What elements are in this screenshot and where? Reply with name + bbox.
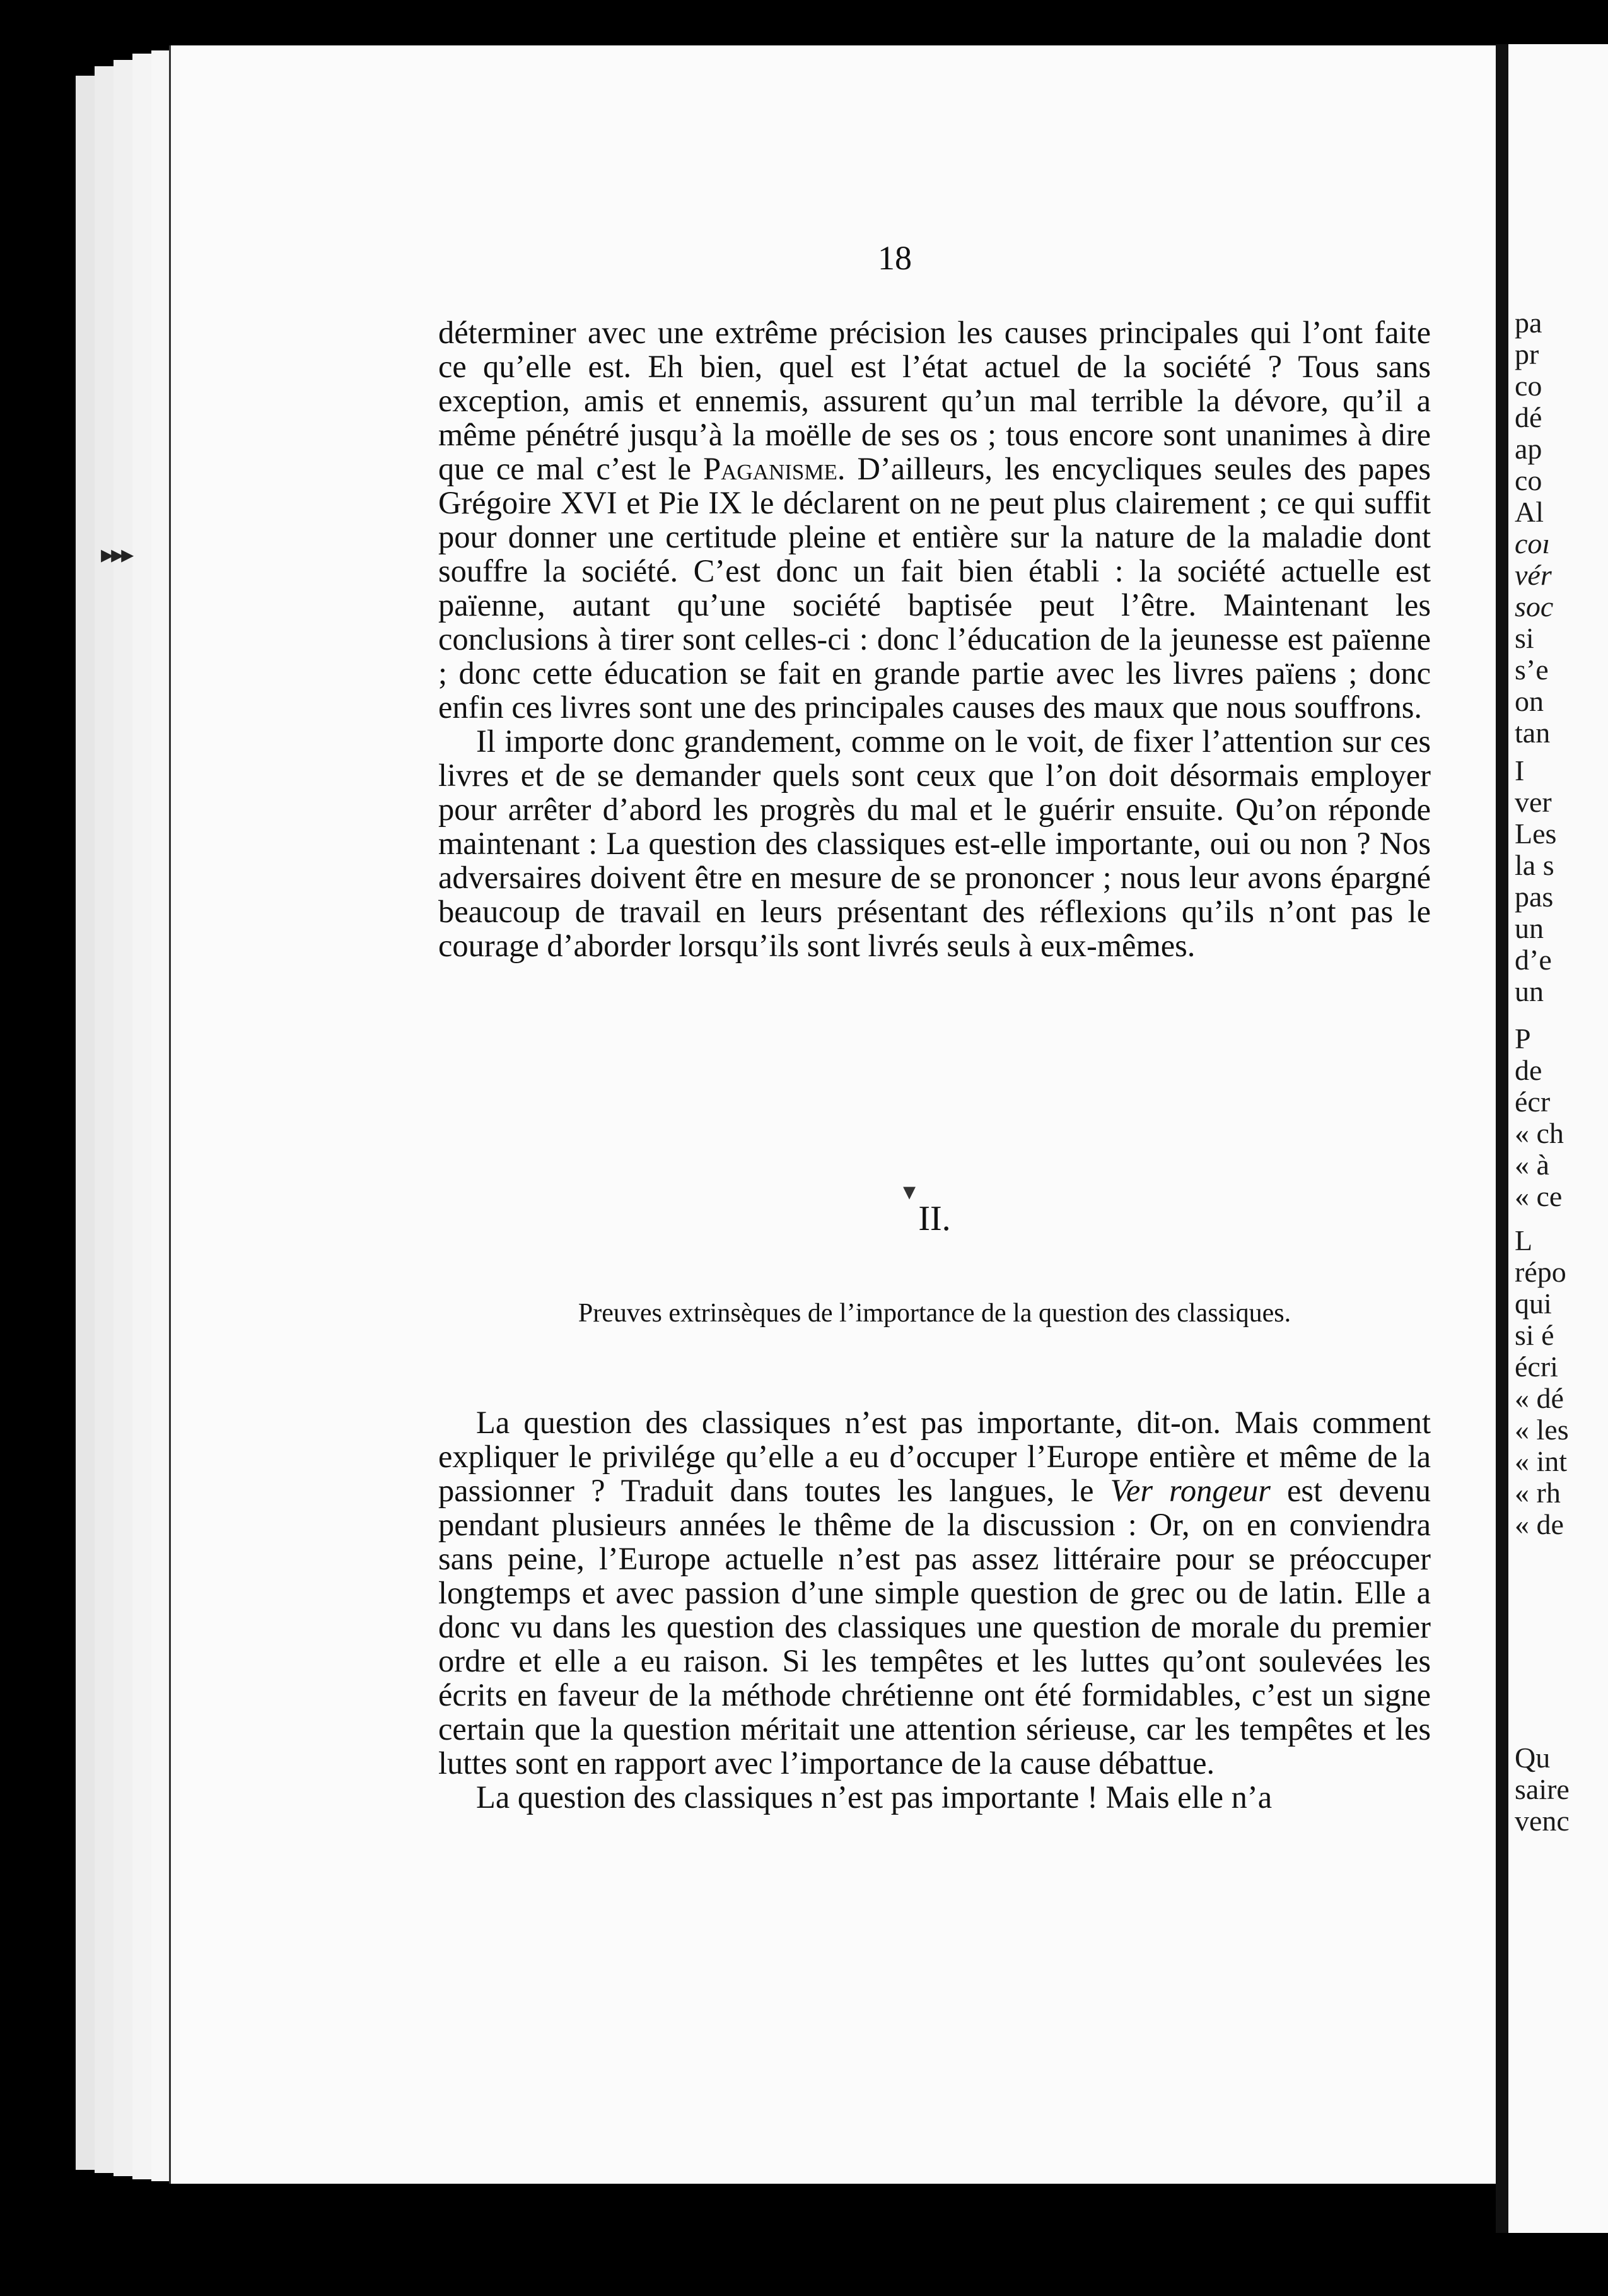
right-page-line-fragment: pr	[1515, 338, 1539, 370]
italic-title: Ver rongeur	[1110, 1473, 1271, 1508]
right-page-line-fragment: Les	[1515, 817, 1557, 850]
right-page-line-fragment: « rh	[1515, 1477, 1561, 1509]
right-page-line-fragment: un	[1515, 912, 1544, 944]
paragraph: Il importe donc grandement, comme on le voit, de fixer l’attention sur ces livres et de se demander quels sont ceux que l’on doit désormais employer pour arrêter d’abord les progrès du mal et le guérir ensuite. Qu’on réponde maintenant : La question des classiques est-elle importante, oui ou non ? Nos adversaires doivent être en mesure de se prononcer ; nous leur avons épargné beaucoup de travail en leurs présentant des réflexions qu’ils n’ont pas le courage d’aborder lorsqu’ils sont livrés seuls à eux-mêmes.	[438, 723, 1431, 963]
page-edge	[76, 76, 96, 2170]
right-page-line-fragment: écri	[1515, 1350, 1558, 1383]
right-page-line-fragment: pa	[1515, 307, 1542, 339]
right-page-line-fragment: on	[1515, 685, 1544, 717]
right-page-line-fragment: pas	[1515, 881, 1554, 913]
small-caps-word: Paganisme.	[703, 451, 846, 486]
section-title: Preuves extrinsèques de l’importance de la question des classiques.	[578, 1299, 1291, 1328]
right-page-line-fragment: dé	[1515, 401, 1542, 433]
page-edge	[114, 60, 134, 2176]
right-page-line-fragment: « ce	[1515, 1180, 1563, 1212]
body-text-part-1	[438, 315, 1431, 963]
paragraph: déterminer avec une extrême précision les causes principales qui l’ont faite ce qu’elle est. Eh bien, quel est l’état actuel de la société ? Tous sans exception, amis et ennemis, assurent qu’un mal terrible la dévore, qu’il a même pénétré jusqu’à la moëlle de ses os ; tous encore sont unanimes à dire que ce mal c’est le Paganisme. D’ailleurs, les encycliques seules des papes Grégoire XVI et Pie IX le déclarent on ne peut plus clairement ; ce qui suffit pour donner une certitude pleine et entière sur la nature de la maladie dont souffre la société. C’est donc un fait bien établi : la société actuelle est païenne, autant qu’une société baptisée peut l’être. Maintenant les conclusions à tirer sont celles-ci : donc l’éducation de la jeunesse est païenne ; donc cette éducation se fait en grande partie avec les livres païens ; donc enfin ces livres sont une des principales causes des maux que nous souffrons.	[438, 315, 1431, 725]
right-page-line-fragment: Al	[1515, 496, 1544, 528]
right-page-fragments	[1508, 44, 1608, 2233]
right-page-line-fragment: « à	[1515, 1149, 1549, 1181]
right-page-line-fragment: ap	[1515, 433, 1542, 465]
page-edge	[132, 54, 153, 2179]
right-page-line-fragment: « dé	[1515, 1382, 1564, 1414]
book-gutter	[1496, 44, 1508, 2233]
right-page-line-fragment: soc	[1515, 590, 1554, 623]
right-page-line-fragment: qui	[1515, 1287, 1552, 1320]
right-page-line-fragment: I	[1515, 754, 1525, 787]
right-page-line-fragment: vér	[1515, 559, 1552, 591]
body-text-part-2	[438, 1405, 1431, 1814]
right-page-line-fragment: venc	[1515, 1805, 1570, 1837]
paragraph: La question des classiques n’est pas importante ! Mais elle n’a	[476, 1779, 1273, 1815]
right-page-line-fragment: si é	[1515, 1319, 1554, 1351]
right-page-line-fragment: tan	[1515, 717, 1551, 749]
right-page-line-fragment: coı	[1515, 527, 1551, 559]
section-number: II.	[918, 1199, 951, 1238]
right-page-line-fragment: d’e	[1515, 944, 1552, 976]
right-page-line-fragment: si	[1515, 622, 1534, 654]
right-page-line-fragment: P	[1515, 1022, 1531, 1055]
right-page-line-fragment: écr	[1515, 1086, 1551, 1118]
right-page-line-fragment: répo	[1515, 1256, 1566, 1288]
page-edge	[95, 66, 115, 2173]
right-page-line-fragment: de	[1515, 1054, 1542, 1086]
page-number: 18	[878, 239, 912, 277]
right-page-line-fragment: saire	[1515, 1773, 1570, 1805]
right-page-line-fragment: la s	[1515, 849, 1554, 881]
right-page-line-fragment: Qu	[1515, 1742, 1551, 1774]
right-page-line-fragment: ver	[1515, 786, 1552, 818]
right-page-line-fragment: L	[1515, 1224, 1533, 1256]
right-page-line-fragment: s’e	[1515, 653, 1549, 686]
right-page-line-fragment: « de	[1515, 1508, 1564, 1540]
right-page-line-fragment: co	[1515, 464, 1542, 496]
right-page-line-fragment: « int	[1515, 1445, 1568, 1477]
right-page-line-fragment: co	[1515, 370, 1542, 402]
right-page-line-fragment: « les	[1515, 1414, 1569, 1446]
right-page-line-fragment: un	[1515, 975, 1544, 1007]
paragraph: La question des classiques n’est pas importante, dit-on. Mais comment expliquer le privilége qu’elle a eu d’occuper l’Europe entière et même de la passionner ? Traduit dans toutes les langues, le Ver rongeur est devenu pendant plusieurs années le thême de la discussion : Or, on en conviendra sans peine, l’Europe actuelle n’est pas assez littéraire pour se préoccuper longtemps et avec passion d’une simple question de grec ou de latin. Elle a donc vu dans les question des classiques une question de morale du premier ordre et elle a eu raison. Si les tempêtes et les luttes qu’ont soulevées les écrits en faveur de la méthode chrétienne ont été formidables, c’est un signe certain que la question méritait une attention sérieuse, car les tempêtes et les luttes sont en rapport avec l’importance de la cause débattue.	[438, 1405, 1431, 1781]
margin-mark: ▸▸▸	[101, 540, 132, 568]
ink-dot: ▾	[903, 1177, 916, 1205]
right-page-line-fragment: « ch	[1515, 1117, 1564, 1149]
